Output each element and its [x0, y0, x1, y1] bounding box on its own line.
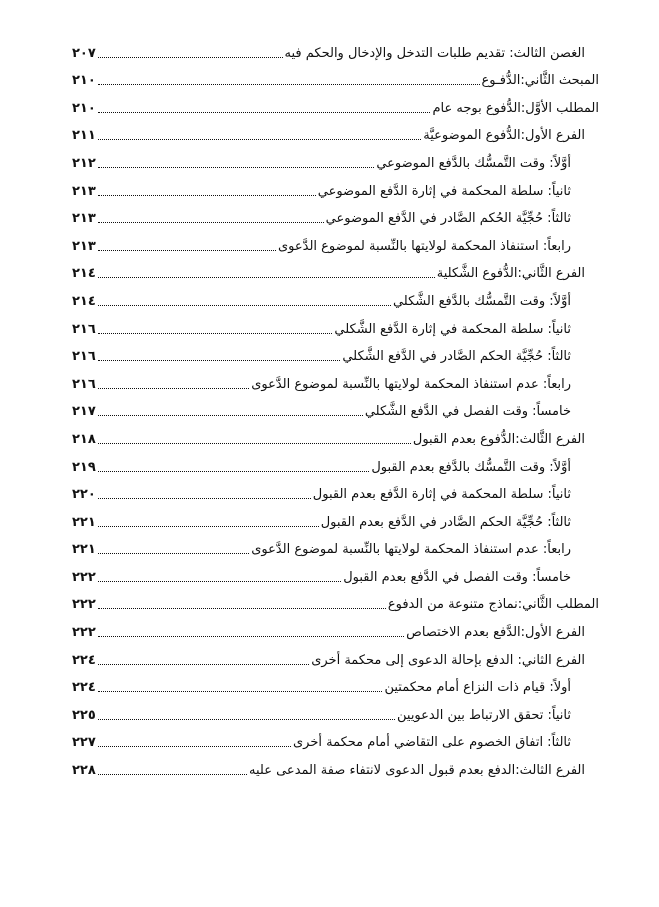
- toc-entry: [72, 393, 599, 421]
- dot-leader: [98, 664, 309, 665]
- toc-entry-page: ٢١٤: [72, 293, 96, 309]
- toc-entry-page: ٢٢٢: [72, 597, 96, 613]
- toc-entry-page: ٢٢١: [72, 514, 96, 530]
- toc-entry-title: ثانياً: سلطة المحكمة في إثارة الدَّفع الموضوعي: [317, 183, 571, 199]
- toc-entry-title: الفرع الثَّالث:الدُّفوع بعدم القبول: [412, 431, 585, 447]
- toc-entry-title: الفرع الأول:الدَّفع بعدم الاختصاص: [406, 625, 585, 641]
- toc-entry-title: الغصن الثالث: تقديم طلبات التدخل والإدخال والحكم فيه: [284, 45, 585, 61]
- toc-entry-page: ٢٢٤: [72, 680, 96, 696]
- toc-entry-page: ٢٢٥: [72, 707, 96, 723]
- toc-entry: [72, 724, 599, 752]
- dot-leader: [98, 691, 383, 692]
- toc-entry: [72, 34, 599, 62]
- toc-entry-page: ٢١٠: [72, 73, 96, 89]
- toc-entry-page: ٢٢٤: [72, 652, 96, 668]
- dot-leader: [98, 774, 247, 775]
- toc-entry-title: خامساً: وقت الفصل في الدَّفع بعدم القبول: [343, 569, 571, 585]
- toc-entry-page: ٢١١: [72, 128, 96, 144]
- toc-entry: [72, 310, 599, 338]
- dot-leader: [98, 195, 316, 196]
- toc-entry: [72, 503, 599, 531]
- toc-entry: [72, 613, 599, 641]
- toc-entry-page: ٢٠٧: [72, 45, 96, 61]
- toc-entry-page: ٢١٣: [72, 211, 96, 227]
- toc-entry-page: ٢١٦: [72, 376, 96, 392]
- toc-entry-title: ثالثاً: حُجِّيَّة الحُكم الصَّادر في الدَّفع الموضوعي: [325, 211, 571, 227]
- toc-entry-title: ثالثاً: حُجِّيَّة الحكم الصَّادر في الدَّفع بعدم القبول: [320, 514, 571, 530]
- toc-entry: [72, 365, 599, 393]
- dot-leader: [98, 443, 411, 444]
- toc-entry: [72, 200, 599, 228]
- dot-leader: [98, 167, 375, 168]
- dot-leader: [98, 112, 431, 113]
- toc-entry: [72, 117, 599, 145]
- toc-entry: [72, 227, 599, 255]
- toc-entry: [72, 669, 599, 697]
- toc-entry-title: أوَّلاً: وقت التَّمسُّك بالدَّفع الموضوعي: [376, 155, 571, 171]
- toc-entry-title: أولاً: قيام ذات النزاع أمام محكمتين: [384, 680, 571, 696]
- toc-entry: [72, 641, 599, 669]
- toc-entry: [72, 282, 599, 310]
- toc-entry-title: الفرع الثالث:الدفع بعدم قبول الدعوى لانتفاء صفة المدعى عليه: [249, 763, 585, 779]
- dot-leader: [98, 388, 249, 389]
- toc-entry-page: ٢١٣: [72, 183, 96, 199]
- toc-entry-title: رابعاً: عدم استنفاذ المحكمة لولايتها بالنِّسبة لموضوع الدَّعوى: [251, 376, 571, 392]
- toc-entry-page: ٢٢١: [72, 542, 96, 558]
- dot-leader: [98, 553, 249, 554]
- dot-leader: [98, 746, 291, 747]
- dot-leader: [98, 471, 370, 472]
- toc-entry-page: ٢١٩: [72, 459, 96, 475]
- toc-entry-title: ثانياً: سلطة المحكمة في إثارة الدَّفع الشَّكلي: [334, 321, 571, 337]
- dot-leader: [98, 608, 386, 609]
- dot-leader: [98, 333, 333, 334]
- toc-entry-title: أوَّلاً: وقت التَّمسُّك بالدَّفع بعدم القبول: [371, 459, 571, 475]
- dot-leader: [98, 360, 341, 361]
- toc-entry-title: أوَّلاً: وقت التَّمسُّك بالدَّفع الشَّكلي: [392, 293, 571, 309]
- dot-leader: [98, 277, 435, 278]
- toc-entry-page: ٢١٨: [72, 431, 96, 447]
- dot-leader: [98, 250, 276, 251]
- toc-entry-title: الفرع الثَّاني:الدُّفوع الشَّكلية: [436, 266, 585, 282]
- toc-entry: [72, 172, 599, 200]
- toc-entry-page: ٢٢٠: [72, 487, 96, 503]
- dot-leader: [98, 636, 404, 637]
- toc-entry-page: ٢١٧: [72, 404, 96, 420]
- toc-entry: [72, 255, 599, 283]
- toc-entry: [72, 558, 599, 586]
- toc-entry-page: ٢١٤: [72, 266, 96, 282]
- toc-entry: [72, 62, 599, 90]
- toc-entry: [72, 338, 599, 366]
- toc-entry-page: ٢٢٨: [72, 763, 96, 779]
- toc-entry: [72, 476, 599, 504]
- toc-entry-title: ثانياً: سلطة المحكمة في إثارة الدَّفع بعدم القبول: [312, 487, 571, 503]
- toc-entry: [72, 448, 599, 476]
- dot-leader: [98, 84, 480, 85]
- toc-entry-page: ٢٢٧: [72, 735, 96, 751]
- toc-entry-title: ثانياً: تحقق الارتباط بين الدعويين: [397, 707, 571, 723]
- dot-leader: [98, 526, 319, 527]
- toc-entry-page: ٢١٦: [72, 349, 96, 365]
- toc-entry-title: الفرع الثاني: الدفع بإحالة الدعوى إلى محكمة أخرى: [311, 652, 585, 668]
- dot-leader: [98, 57, 283, 58]
- toc-entry-title: رابعاً: عدم استنفاذ المحكمة لولايتها بالنِّسبة لموضوع الدَّعوى: [251, 542, 571, 558]
- dot-leader: [98, 719, 395, 720]
- toc-entry-title: الفرع الأول:الدُّفوع الموضوعيَّة: [423, 128, 585, 144]
- toc-entry-title: رابعاً: استنفاذ المحكمة لولايتها بالنِّسبة لموضوع الدَّعوى: [277, 238, 571, 254]
- toc-entry-title: خامساً: وقت الفصل في الدَّفع الشَّكلي: [364, 404, 571, 420]
- toc-entry: [72, 89, 599, 117]
- toc-entry-title: ثالثاً: حُجِّيَّة الحكم الصَّادر في الدَّفع الشَّكلي: [342, 349, 571, 365]
- toc-entry: [72, 696, 599, 724]
- table-of-contents: [72, 34, 599, 779]
- toc-entry-page: ٢١٢: [72, 155, 96, 171]
- toc-entry: [72, 531, 599, 559]
- dot-leader: [98, 222, 324, 223]
- toc-entry-page: ٢٢٢: [72, 569, 96, 585]
- toc-entry-page: ٢١٠: [72, 100, 96, 116]
- toc-entry-title: المبحث الثَّاني:الدُّفـوع: [481, 73, 599, 89]
- toc-entry-title: ثالثاً: اتفاق الخصوم على التقاضي أمام محكمة أخرى: [293, 735, 571, 751]
- toc-entry-page: ٢١٦: [72, 321, 96, 337]
- dot-leader: [98, 498, 311, 499]
- toc-entry-page: ٢٢٢: [72, 625, 96, 641]
- dot-leader: [98, 581, 341, 582]
- dot-leader: [98, 139, 421, 140]
- dot-leader: [98, 415, 363, 416]
- toc-entry: [72, 586, 599, 614]
- toc-entry-title: المطلب الثَّاني:نماذج متنوعة من الدفوع: [387, 597, 599, 613]
- toc-entry: [72, 144, 599, 172]
- toc-entry: [72, 420, 599, 448]
- dot-leader: [98, 305, 391, 306]
- toc-entry-title: المطلب الأوَّل:الدُّفوع بوجه عام: [432, 100, 599, 116]
- toc-entry: [72, 751, 599, 779]
- toc-entry-page: ٢١٣: [72, 238, 96, 254]
